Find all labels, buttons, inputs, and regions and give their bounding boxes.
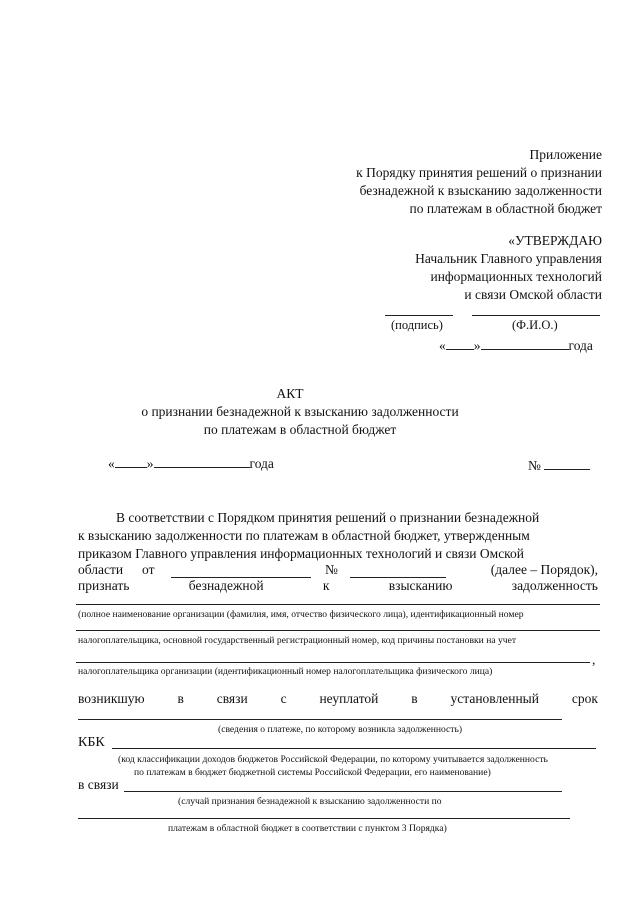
debtor-comma: , xyxy=(592,652,596,667)
word-zadolzhennost: задолженность xyxy=(511,578,598,593)
body-line-5 xyxy=(78,577,598,595)
order-date-field[interactable] xyxy=(171,563,311,578)
approval-day-field[interactable] xyxy=(446,335,474,350)
fio-caption: (Ф.И.О.) xyxy=(512,318,558,332)
approval-block xyxy=(282,232,602,304)
word-srok: срок xyxy=(571,691,598,706)
hint-4: (сведения о платеже, по которому возникла задолженность) xyxy=(218,724,463,735)
word-k: к xyxy=(322,578,330,593)
act-month-field[interactable] xyxy=(154,453,250,468)
date-close-quote: » xyxy=(473,338,481,353)
debtor-field-line-1[interactable] xyxy=(76,604,600,605)
body-line-6 xyxy=(78,690,598,708)
word-v-1: в xyxy=(177,691,184,706)
act-subtitle-1: о признании безнадежной к взысканию задолженности xyxy=(141,404,459,419)
approval-line-1: Начальник Главного управления xyxy=(415,251,602,266)
word-voznikshuyu: возникшую xyxy=(78,691,145,706)
payment-info-field[interactable] xyxy=(78,719,562,720)
body-line-4-word-ot: от xyxy=(142,562,155,577)
kbk-field[interactable] xyxy=(112,748,596,749)
approval-date xyxy=(439,335,593,355)
appendix-line-2: безнадежной к взысканию задолженности xyxy=(359,183,602,198)
appendix-title: Приложение xyxy=(529,147,602,162)
act-title: АКТ xyxy=(276,386,304,401)
debtor-field-line-2[interactable] xyxy=(76,630,600,631)
word-v-2: в xyxy=(411,691,418,706)
hint-5: (код классификации доходов бюджетов Российской Федерации, по которому учитывается задолженность xyxy=(118,754,548,765)
word-ustanovlenny: установленный xyxy=(450,691,539,706)
word-vzyskaniyu: взысканию xyxy=(388,578,453,593)
hint-8: платежам в областной бюджет в соответствии с пунктом 3 Порядка) xyxy=(168,823,447,834)
word-beznadezhnoy: безнадежной xyxy=(188,578,264,593)
word-svyazi: связи xyxy=(216,691,248,706)
approval-month-field[interactable] xyxy=(481,335,569,350)
appendix-line-3: по платежам в областной бюджет xyxy=(409,201,602,216)
approval-line-3: и связи Омской области xyxy=(464,287,602,302)
body-line-4-word-oblasti: области xyxy=(78,562,124,577)
approval-line-2: информационных технологий xyxy=(430,269,602,284)
order-number-field[interactable] xyxy=(350,563,446,578)
hint-6: по платежам в бюджет бюджетной системы Российской Федерации, его наименование) xyxy=(134,767,491,778)
order-number-label: № xyxy=(325,562,338,577)
signature-caption: (подпись) xyxy=(391,318,443,332)
act-number xyxy=(528,455,590,475)
body-line-4-end: (далее – Порядок), xyxy=(490,562,598,577)
appendix-line-1: к Порядку принятия решений о признании xyxy=(356,165,602,180)
hint-7: (случай признания безнадежной к взысканию задолженности по xyxy=(178,796,442,807)
hint-3: налогоплательщика организации (идентификационный номер налогоплательщика физического лица) xyxy=(78,666,493,677)
date-open-quote: « xyxy=(439,338,446,353)
body-line-3: приказом Главного управления информационных технологий и связи Омской xyxy=(78,546,525,561)
word-priznat: признать xyxy=(78,578,130,593)
act-date xyxy=(108,453,274,473)
date-year-label: года xyxy=(568,338,593,353)
hint-2: налогоплательщика, основной государственный регистрационный номер, код причины постановки на учет xyxy=(78,635,517,646)
act-date-close-quote: » xyxy=(146,456,154,471)
body-line-1: В соответствии с Порядком принятия решений о признании безнадежной xyxy=(116,510,540,525)
act-date-open-quote: « xyxy=(108,456,115,471)
act-year-label: года xyxy=(249,456,274,471)
approval-title: «УТВЕРЖДАЮ xyxy=(508,233,602,248)
hint-1: (полное наименование организации (фамилия, имя, отчество физического лица), идентификационный номер xyxy=(78,609,524,620)
case-field-line-2[interactable] xyxy=(78,818,570,819)
fio-line[interactable] xyxy=(472,315,600,316)
body-line-2: к взысканию задолженности по платежам в областной бюджет, утвержденным xyxy=(78,528,530,543)
word-s: с xyxy=(280,691,287,706)
act-title-block xyxy=(0,385,640,439)
appendix-block xyxy=(282,146,602,218)
word-neuplatoy: неуплатой xyxy=(319,691,379,706)
debtor-field-line-3[interactable] xyxy=(76,662,590,663)
in-connection-label: в связи xyxy=(78,777,119,792)
act-day-field[interactable] xyxy=(115,453,147,468)
act-number-field[interactable] xyxy=(544,455,590,470)
act-number-label: № xyxy=(528,458,541,473)
signature-line[interactable] xyxy=(385,315,453,316)
case-field-line-1[interactable] xyxy=(124,791,562,792)
act-subtitle-2: по платежам в областной бюджет xyxy=(203,422,397,437)
kbk-label: КБК xyxy=(78,735,105,750)
